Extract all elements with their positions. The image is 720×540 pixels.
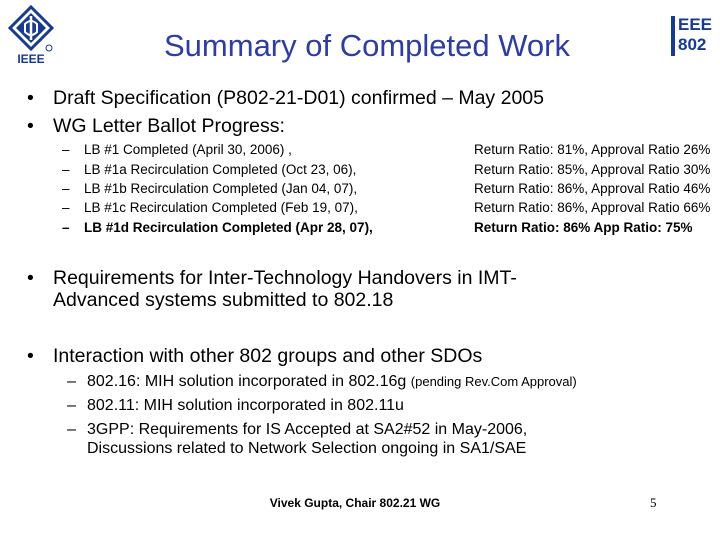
interaction-main: 802.16: MIH solution incorporated in 802.16g <box>87 373 407 390</box>
dash: – <box>62 162 70 177</box>
ballot-item-left: LB #1d Recirculation Completed (Apr 28, 07), <box>84 220 373 235</box>
ieee-logo-text: IEEE <box>17 52 45 66</box>
slide-title: Summary of Completed Work <box>164 28 570 63</box>
interaction-note: (pending Rev.Com Approval) <box>410 374 577 389</box>
interaction-main: Discussions related to Network Selection ongoing in SA1/SAE <box>87 440 527 457</box>
page-number: 5 <box>650 495 657 510</box>
dash: – <box>62 220 70 235</box>
interaction-main: 802.11: MIH solution incorporated in 802.11u <box>87 397 404 414</box>
dash: – <box>62 142 70 157</box>
dash: – <box>67 373 76 390</box>
ballot-item-right: Return Ratio: 86% App Ratio: 75% <box>474 220 693 235</box>
ballot-item-right: Return Ratio: 85%, Approval Ratio 30% <box>474 162 711 177</box>
bullet-dot: • <box>27 87 34 109</box>
ieee802-logo-line1: EEE <box>678 15 713 34</box>
ballot-item-left: LB #1 Completed (April 30, 2006) , <box>84 142 292 157</box>
bullet-text: Advanced systems submitted to 802.18 <box>53 289 394 311</box>
bullet-dot: • <box>27 267 34 289</box>
footer-author: Vivek Gupta, Chair 802.21 WG <box>269 496 441 510</box>
ballot-item-right: Return Ratio: 86%, Approval Ratio 46% <box>474 181 711 196</box>
dash: – <box>62 200 70 215</box>
interaction-main: 3GPP: Requirements for IS Accepted at SA2#52 in May-2006, <box>87 421 528 438</box>
bullet-dot: • <box>27 345 34 367</box>
interaction-text <box>87 373 577 391</box>
dash: – <box>67 421 76 438</box>
ballot-item-left: LB #1c Recirculation Completed (Feb 19, 07), <box>84 200 358 215</box>
ballot-item-left: LB #1a Recirculation Completed (Oct 23, 06), <box>84 162 357 177</box>
bullet-text: WG Letter Ballot Progress: <box>53 115 285 137</box>
bullet-text: Interaction with other 802 groups and other SDOs <box>53 345 483 367</box>
bullet-text: Requirements for Inter-Technology Handovers in IMT- <box>53 267 517 289</box>
ballot-item-right: Return Ratio: 86%, Approval Ratio 66% <box>474 200 711 215</box>
bullet-dot: • <box>27 115 34 137</box>
dash: – <box>67 397 76 414</box>
bullet-text: Draft Specification (P802-21-D01) confirmed – May 2005 <box>53 87 544 109</box>
ballot-item-left: LB #1b Recirculation Completed (Jan 04, 07), <box>84 181 358 196</box>
ballot-item-right: Return Ratio: 81%, Approval Ratio 26% <box>474 142 711 157</box>
ieee802-logo-line2: 802 <box>678 35 707 54</box>
dash: – <box>62 181 70 196</box>
